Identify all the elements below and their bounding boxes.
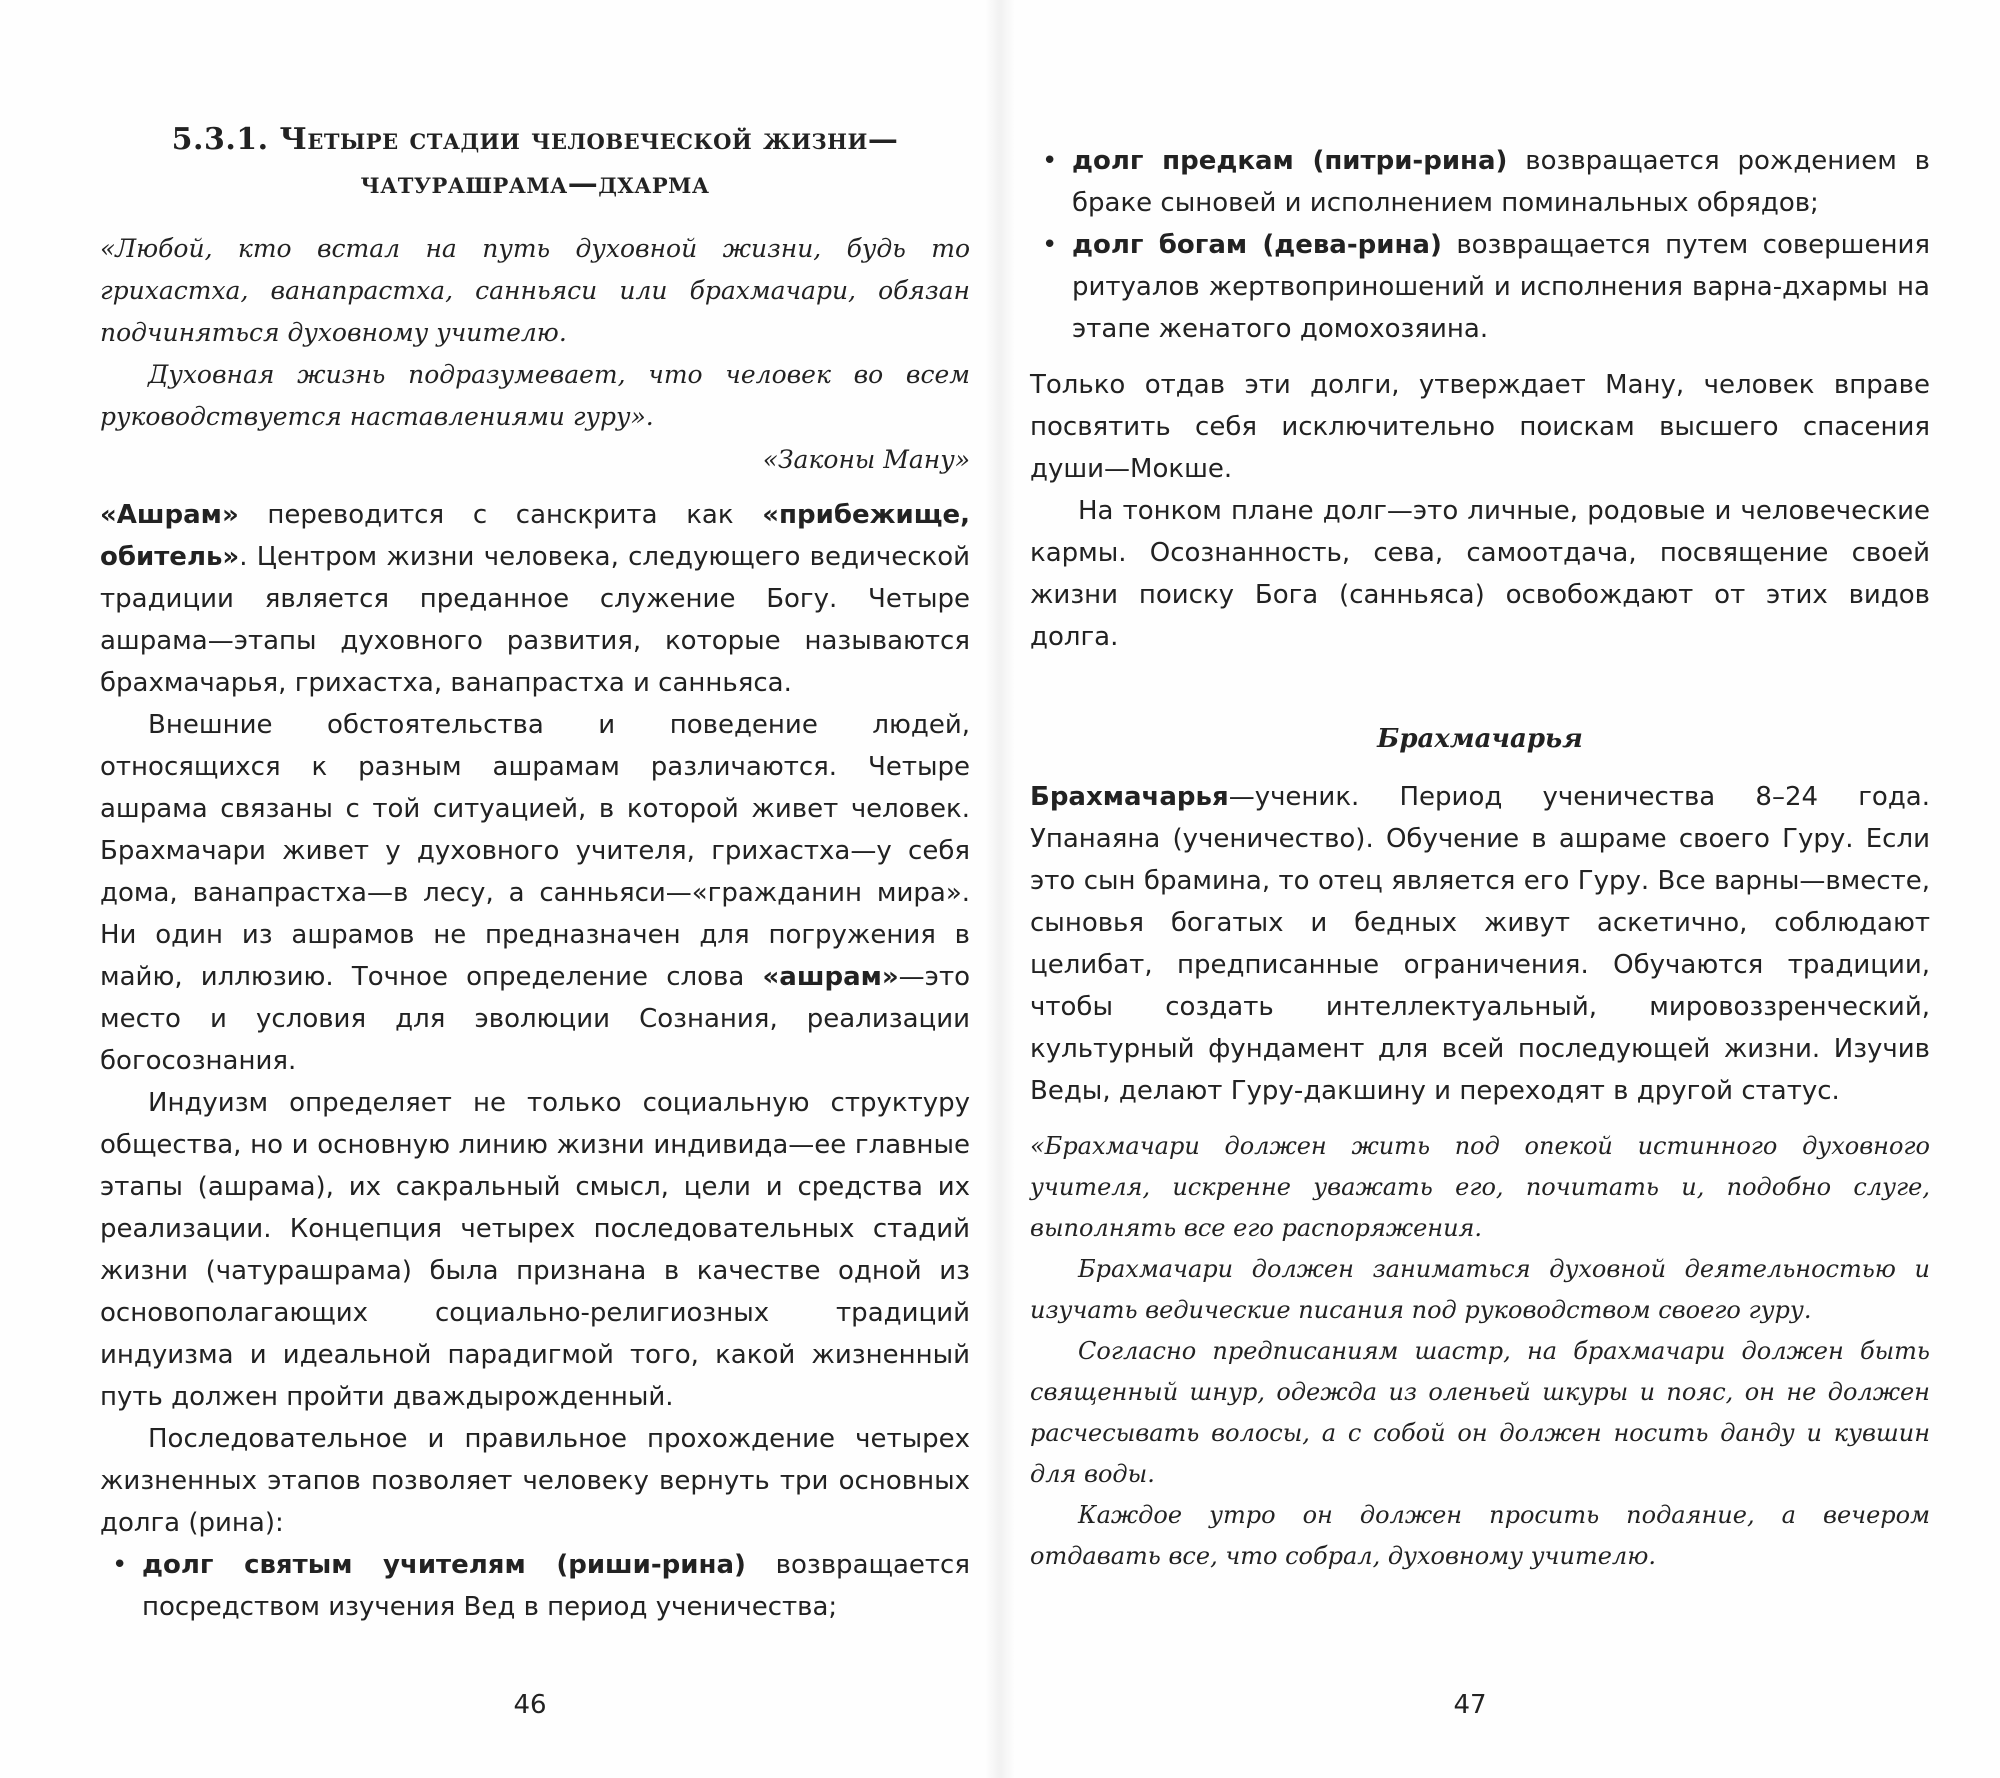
bold-term: долг святым учителям (риши-рина) bbox=[142, 1550, 746, 1580]
left-body-text bbox=[100, 494, 970, 1628]
bold-term: «Ашрам» bbox=[100, 500, 239, 530]
list-item bbox=[1030, 224, 1930, 350]
paragraph: Последовательное и правильное прохождение четырех жизненных этапов позволяет человеку вернуть три основных долга (рина): bbox=[100, 1424, 970, 1538]
page-number: 47 bbox=[1453, 1690, 1487, 1720]
text-run: переводится с санскрита как bbox=[238, 500, 763, 530]
section-heading-line1: 5.3.1. Четыре стадии человеческой жизни— bbox=[171, 122, 899, 157]
left-page-column bbox=[100, 118, 970, 1628]
section-heading-line2: чатурашрама—дхарма bbox=[360, 166, 710, 201]
quote-block bbox=[1030, 1126, 1930, 1577]
list-item bbox=[100, 1544, 970, 1628]
quote-paragraph: Каждое утро он должен просить подаяние, а вечером отдавать все, что собрал, духовному учителю. bbox=[1030, 1501, 1930, 1570]
text-run: . Центром жизни человека, следующего ведической традиции является преданное служение Богу. Четыре ашрама—этапы духовного развития, которые называются брахмачарья, грихастха, ванапрастха и санньяса. bbox=[100, 542, 970, 698]
debt-list bbox=[1030, 140, 1930, 350]
debt-list bbox=[100, 1544, 970, 1628]
text-run: возвращается посредством изучения Вед в период ученичества; bbox=[142, 1550, 970, 1622]
spacer bbox=[1030, 658, 1930, 724]
text-run: —ученик. Период ученичества 8–24 года. Упанаяна (ученичество). Обучение в ашраме своего Гуру. Если это сын брамина, то отец является его Гуру. Все варны—вместе, сыновья богатых и бедных живут аскетично, соблюдают целибат, предписанные ограничения. Обучаются традиции, чтобы создать интеллектуальный, мировоззренческий, культурный фундамент для всей последующей жизни. Изучив Веды, делают Гуру-дакшину и переходят в другой статус. bbox=[1030, 782, 1930, 1106]
page-number: 46 bbox=[513, 1690, 547, 1720]
spacer bbox=[1030, 1112, 1930, 1126]
text-run: возвращается рождением в браке сыновей и исполнением поминальных обрядов; bbox=[1072, 146, 1931, 218]
epigraph-attribution: «Законы Ману» bbox=[762, 445, 970, 474]
right-page-column bbox=[1030, 140, 1930, 1577]
paragraph bbox=[100, 704, 970, 1082]
paragraph: Индуизм определяет не только социальную структуру общества, но и основную линию жизни индивида—ее главные этапы (ашрама), их сакральный смысл, цели и средства их реализации. Концепция четырех последовательных стадий жизни (чатурашрама) была признана в качестве одной из основополагающих социально-религиозных традиций индуизма и идеальной парадигмой того, какой жизненный путь должен пройти дваждырожденный. bbox=[100, 1088, 970, 1412]
quote-paragraph: «Брахмачари должен жить под опекой истинного духовного учителя, искренне уважать его, почитать и, подобно слуге, выполнять все его распоряжения. bbox=[1030, 1132, 1930, 1242]
bold-term: Брахмачарья bbox=[1030, 782, 1229, 812]
text-run: Внешние обстоятельства и поведение людей, относящихся к разным ашрамам различаются. Четыре ашрама связаны с той ситуацией, в которой живет человек. Брахмачари живет у духовного учителя, грихастха—у себя дома, ванапрастха—в лесу, а санньяси—«гражданин мира». Ни один из ашрамов не предназначен для погружения в майю, иллюзию. Точное определение слова bbox=[100, 710, 970, 992]
list-item bbox=[1030, 140, 1930, 224]
paragraph bbox=[100, 494, 970, 704]
bold-term: долг предкам (питри-рина) bbox=[1072, 146, 1508, 176]
text-run: возвращается путем совершения ритуалов жертвоприношений и исполнения варна-дхармы на этапе женатого домохозяина. bbox=[1072, 230, 1930, 344]
right-body-text-2 bbox=[1030, 776, 1930, 1112]
right-body-text bbox=[1030, 140, 1930, 658]
subsection-heading: Брахмачарья bbox=[1377, 724, 1583, 754]
bold-term: «прибежище, обитель» bbox=[100, 500, 970, 572]
epigraph-paragraph: Духовная жизнь подразумевает, что человек во всем руководствуется наставлениями гуру». bbox=[100, 360, 970, 431]
text-run: —это место и условия для эволюции Сознания, реализации богосознания. bbox=[100, 962, 970, 1076]
paragraph: Только отдав эти долги, утверждает Ману, человек вправе посвятить себя исключительно поискам высшего спасения души—Мокше. bbox=[1030, 370, 1930, 484]
bold-term: долг богам (дева-рина) bbox=[1072, 230, 1442, 260]
paragraph bbox=[1030, 776, 1930, 1112]
section-heading bbox=[100, 118, 970, 206]
spacer bbox=[1030, 350, 1930, 364]
paragraph: На тонком плане долг—это личные, родовые и человеческие кармы. Осознанность, сева, самоотдача, посвящение своей жизни поиску Бога (санньяса) освобождают от этих видов долга. bbox=[1030, 496, 1930, 652]
bold-term: «ашрам» bbox=[762, 962, 899, 992]
epigraph bbox=[100, 228, 970, 438]
right-page bbox=[1000, 0, 2000, 1778]
quote-paragraph: Согласно предписаниям шастр, на брахмачари должен быть священный шнур, одежда из оленьей шкуры и пояс, он не должен расчесывать волосы, а с собой он должен носить данду и кувшин для воды. bbox=[1030, 1337, 1930, 1488]
quote-paragraph: Брахмачари должен заниматься духовной деятельностью и изучать ведические писания под руководством своего гуру. bbox=[1030, 1255, 1930, 1324]
epigraph-paragraph: «Любой, кто встал на путь духовной жизни, будь то грихастха, ванапрастха, санньяси или брахмачари, обязан подчиняться духовному учителю. bbox=[100, 234, 970, 347]
